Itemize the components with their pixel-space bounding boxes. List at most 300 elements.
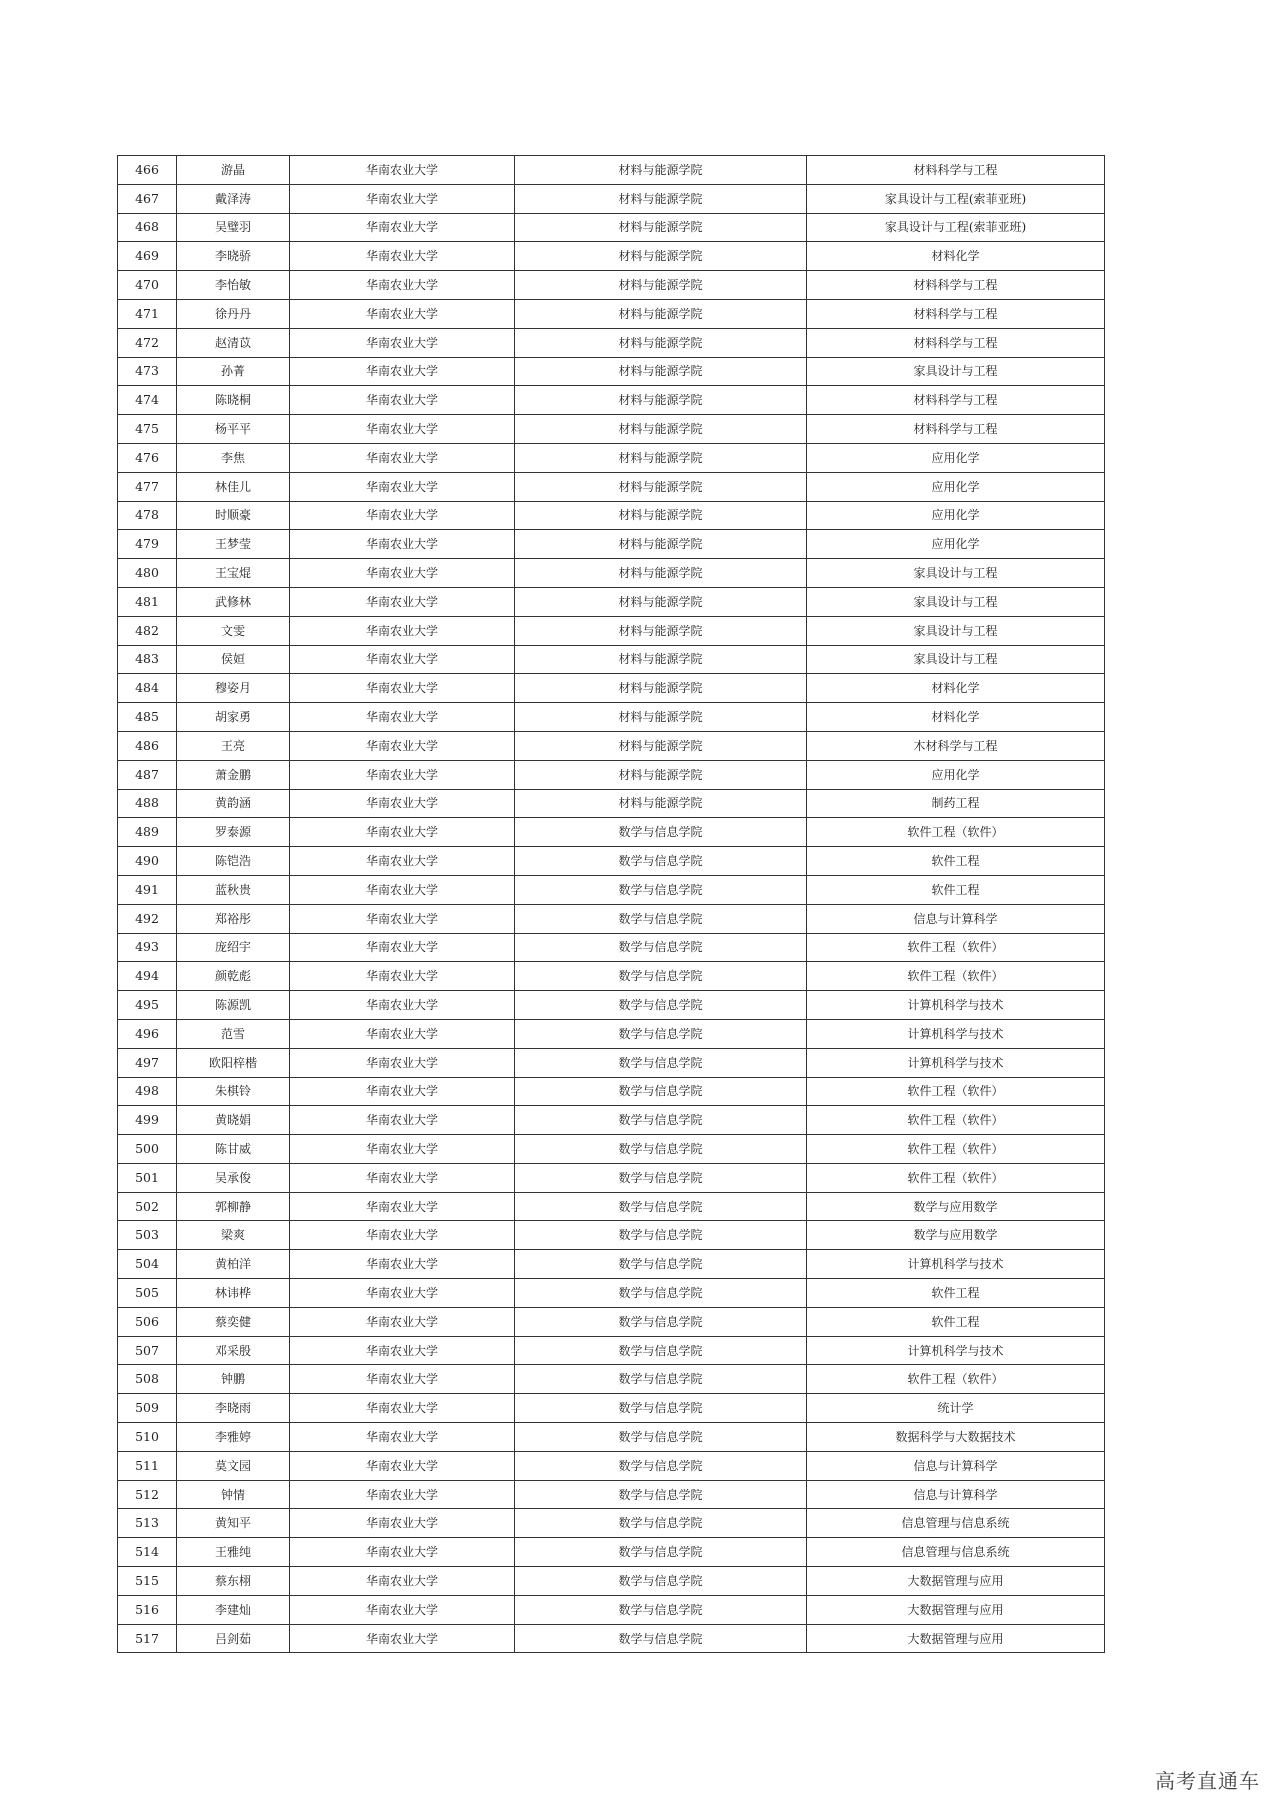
university-cell: 华南农业大学 <box>290 156 515 185</box>
university-cell: 华南农业大学 <box>290 1192 515 1221</box>
table-row <box>118 156 1105 185</box>
name-cell: 吴璧羽 <box>177 213 290 242</box>
name-cell: 梁爽 <box>177 1221 290 1250</box>
major-cell: 家具设计与工程 <box>807 559 1105 588</box>
name-cell: 赵清苡 <box>177 328 290 357</box>
table-row <box>118 1135 1105 1164</box>
name-cell: 黄柏洋 <box>177 1250 290 1279</box>
university-cell: 华南农业大学 <box>290 1451 515 1480</box>
name-cell: 王宝焜 <box>177 559 290 588</box>
table-row <box>118 1394 1105 1423</box>
table-row <box>118 703 1105 732</box>
university-cell: 华南农业大学 <box>290 299 515 328</box>
name-cell: 李晓骄 <box>177 242 290 271</box>
table-row <box>118 1019 1105 1048</box>
college-cell: 数学与信息学院 <box>515 933 807 962</box>
college-cell: 数学与信息学院 <box>515 1019 807 1048</box>
university-cell: 华南农业大学 <box>290 1221 515 1250</box>
row-number-cell: 481 <box>118 587 177 616</box>
name-cell: 时顺豪 <box>177 501 290 530</box>
name-cell: 徐丹丹 <box>177 299 290 328</box>
table-row <box>118 818 1105 847</box>
row-number-cell: 498 <box>118 1077 177 1106</box>
university-cell: 华南农业大学 <box>290 415 515 444</box>
row-number-cell: 477 <box>118 472 177 501</box>
college-cell: 数学与信息学院 <box>515 1048 807 1077</box>
college-cell: 数学与信息学院 <box>515 1423 807 1452</box>
row-number-cell: 475 <box>118 415 177 444</box>
major-cell: 计算机科学与技术 <box>807 991 1105 1020</box>
table-row <box>118 789 1105 818</box>
name-cell: 邓采殷 <box>177 1336 290 1365</box>
college-cell: 数学与信息学院 <box>515 1106 807 1135</box>
name-cell: 游晶 <box>177 156 290 185</box>
table-row <box>118 1163 1105 1192</box>
table-row <box>118 674 1105 703</box>
table-row <box>118 1106 1105 1135</box>
table-row <box>118 933 1105 962</box>
row-number-cell: 493 <box>118 933 177 962</box>
university-cell: 华南农业大学 <box>290 1250 515 1279</box>
university-cell: 华南农业大学 <box>290 847 515 876</box>
major-cell: 材料科学与工程 <box>807 156 1105 185</box>
table-row <box>118 299 1105 328</box>
university-cell: 华南农业大学 <box>290 1163 515 1192</box>
major-cell: 应用化学 <box>807 443 1105 472</box>
name-cell: 孙菁 <box>177 357 290 386</box>
college-cell: 材料与能源学院 <box>515 415 807 444</box>
college-cell: 材料与能源学院 <box>515 587 807 616</box>
college-cell: 数学与信息学院 <box>515 1509 807 1538</box>
college-cell: 数学与信息学院 <box>515 818 807 847</box>
university-cell: 华南农业大学 <box>290 1423 515 1452</box>
table-row <box>118 1624 1105 1653</box>
major-cell: 数学与应用数学 <box>807 1221 1105 1250</box>
university-cell: 华南农业大学 <box>290 703 515 732</box>
university-cell: 华南农业大学 <box>290 184 515 213</box>
name-cell: 李建灿 <box>177 1595 290 1624</box>
university-cell: 华南农业大学 <box>290 904 515 933</box>
college-cell: 数学与信息学院 <box>515 1567 807 1596</box>
row-number-cell: 482 <box>118 616 177 645</box>
college-cell: 材料与能源学院 <box>515 443 807 472</box>
university-cell: 华南农业大学 <box>290 1048 515 1077</box>
college-cell: 材料与能源学院 <box>515 616 807 645</box>
table-row <box>118 559 1105 588</box>
university-cell: 华南农业大学 <box>290 1567 515 1596</box>
university-cell: 华南农业大学 <box>290 731 515 760</box>
college-cell: 材料与能源学院 <box>515 703 807 732</box>
college-cell: 数学与信息学院 <box>515 1538 807 1567</box>
row-number-cell: 492 <box>118 904 177 933</box>
university-cell: 华南农业大学 <box>290 1077 515 1106</box>
university-cell: 华南农业大学 <box>290 587 515 616</box>
college-cell: 材料与能源学院 <box>515 472 807 501</box>
name-cell: 罗泰源 <box>177 818 290 847</box>
major-cell: 材料科学与工程 <box>807 386 1105 415</box>
admission-list-table <box>117 155 1105 1653</box>
name-cell: 陈源凯 <box>177 991 290 1020</box>
college-cell: 材料与能源学院 <box>515 645 807 674</box>
university-cell: 华南农业大学 <box>290 472 515 501</box>
name-cell: 庞绍宇 <box>177 933 290 962</box>
university-cell: 华南农业大学 <box>290 1307 515 1336</box>
college-cell: 材料与能源学院 <box>515 731 807 760</box>
college-cell: 数学与信息学院 <box>515 904 807 933</box>
row-number-cell: 513 <box>118 1509 177 1538</box>
row-number-cell: 503 <box>118 1221 177 1250</box>
college-cell: 材料与能源学院 <box>515 184 807 213</box>
row-number-cell: 494 <box>118 962 177 991</box>
row-number-cell: 466 <box>118 156 177 185</box>
major-cell: 信息管理与信息系统 <box>807 1538 1105 1567</box>
name-cell: 蓝秋贵 <box>177 875 290 904</box>
major-cell: 软件工程 <box>807 847 1105 876</box>
row-number-cell: 495 <box>118 991 177 1020</box>
major-cell: 数据科学与大数据技术 <box>807 1423 1105 1452</box>
college-cell: 材料与能源学院 <box>515 213 807 242</box>
table-row <box>118 1048 1105 1077</box>
college-cell: 数学与信息学院 <box>515 847 807 876</box>
major-cell: 应用化学 <box>807 472 1105 501</box>
college-cell: 数学与信息学院 <box>515 1480 807 1509</box>
major-cell: 计算机科学与技术 <box>807 1019 1105 1048</box>
major-cell: 软件工程（软件） <box>807 1077 1105 1106</box>
major-cell: 制药工程 <box>807 789 1105 818</box>
college-cell: 数学与信息学院 <box>515 1279 807 1308</box>
university-cell: 华南农业大学 <box>290 501 515 530</box>
table-row <box>118 271 1105 300</box>
university-cell: 华南农业大学 <box>290 1595 515 1624</box>
name-cell: 陈甘威 <box>177 1135 290 1164</box>
table-row <box>118 760 1105 789</box>
table-row <box>118 991 1105 1020</box>
row-number-cell: 490 <box>118 847 177 876</box>
name-cell: 陈铠浩 <box>177 847 290 876</box>
name-cell: 王梦莹 <box>177 530 290 559</box>
table-row <box>118 1365 1105 1394</box>
table-row <box>118 731 1105 760</box>
university-cell: 华南农业大学 <box>290 1394 515 1423</box>
name-cell: 胡家勇 <box>177 703 290 732</box>
table-row <box>118 1538 1105 1567</box>
table-body <box>118 156 1105 1653</box>
major-cell: 软件工程（软件） <box>807 1135 1105 1164</box>
row-number-cell: 500 <box>118 1135 177 1164</box>
row-number-cell: 511 <box>118 1451 177 1480</box>
name-cell: 林佳儿 <box>177 472 290 501</box>
name-cell: 吕剑茹 <box>177 1624 290 1653</box>
college-cell: 数学与信息学院 <box>515 991 807 1020</box>
university-cell: 华南农业大学 <box>290 559 515 588</box>
university-cell: 华南农业大学 <box>290 271 515 300</box>
table-row <box>118 328 1105 357</box>
major-cell: 材料科学与工程 <box>807 299 1105 328</box>
university-cell: 华南农业大学 <box>290 242 515 271</box>
row-number-cell: 471 <box>118 299 177 328</box>
row-number-cell: 514 <box>118 1538 177 1567</box>
major-cell: 计算机科学与技术 <box>807 1336 1105 1365</box>
name-cell: 郑裕彤 <box>177 904 290 933</box>
name-cell: 颜乾彪 <box>177 962 290 991</box>
name-cell: 杨平平 <box>177 415 290 444</box>
major-cell: 软件工程（软件） <box>807 1106 1105 1135</box>
major-cell: 材料科学与工程 <box>807 328 1105 357</box>
name-cell: 蔡东栩 <box>177 1567 290 1596</box>
college-cell: 数学与信息学院 <box>515 1451 807 1480</box>
university-cell: 华南农业大学 <box>290 875 515 904</box>
major-cell: 材料科学与工程 <box>807 271 1105 300</box>
name-cell: 黄晓娟 <box>177 1106 290 1135</box>
table-row <box>118 443 1105 472</box>
name-cell: 李怡敏 <box>177 271 290 300</box>
major-cell: 计算机科学与技术 <box>807 1048 1105 1077</box>
table-row <box>118 1307 1105 1336</box>
college-cell: 数学与信息学院 <box>515 1307 807 1336</box>
row-number-cell: 478 <box>118 501 177 530</box>
table-row <box>118 1451 1105 1480</box>
name-cell: 林讳桦 <box>177 1279 290 1308</box>
university-cell: 华南农业大学 <box>290 1135 515 1164</box>
university-cell: 华南农业大学 <box>290 1509 515 1538</box>
row-number-cell: 499 <box>118 1106 177 1135</box>
row-number-cell: 467 <box>118 184 177 213</box>
row-number-cell: 472 <box>118 328 177 357</box>
university-cell: 华南农业大学 <box>290 962 515 991</box>
table-row <box>118 1250 1105 1279</box>
name-cell: 王亮 <box>177 731 290 760</box>
name-cell: 穆姿月 <box>177 674 290 703</box>
university-cell: 华南农业大学 <box>290 530 515 559</box>
university-cell: 华南农业大学 <box>290 386 515 415</box>
university-cell: 华南农业大学 <box>290 933 515 962</box>
major-cell: 材料科学与工程 <box>807 415 1105 444</box>
major-cell: 家具设计与工程(索菲亚班) <box>807 213 1105 242</box>
table-row <box>118 1077 1105 1106</box>
row-number-cell: 483 <box>118 645 177 674</box>
row-number-cell: 501 <box>118 1163 177 1192</box>
row-number-cell: 476 <box>118 443 177 472</box>
name-cell: 王雅纯 <box>177 1538 290 1567</box>
row-number-cell: 506 <box>118 1307 177 1336</box>
college-cell: 数学与信息学院 <box>515 1192 807 1221</box>
row-number-cell: 517 <box>118 1624 177 1653</box>
row-number-cell: 510 <box>118 1423 177 1452</box>
university-cell: 华南农业大学 <box>290 1279 515 1308</box>
name-cell: 钟情 <box>177 1480 290 1509</box>
name-cell: 黄韵涵 <box>177 789 290 818</box>
name-cell: 陈晓桐 <box>177 386 290 415</box>
row-number-cell: 505 <box>118 1279 177 1308</box>
college-cell: 材料与能源学院 <box>515 328 807 357</box>
table-row <box>118 357 1105 386</box>
table-row <box>118 386 1105 415</box>
college-cell: 数学与信息学院 <box>515 1221 807 1250</box>
college-cell: 数学与信息学院 <box>515 1336 807 1365</box>
college-cell: 数学与信息学院 <box>515 1394 807 1423</box>
table-row <box>118 530 1105 559</box>
table-row <box>118 1509 1105 1538</box>
college-cell: 材料与能源学院 <box>515 530 807 559</box>
college-cell: 数学与信息学院 <box>515 1365 807 1394</box>
row-number-cell: 515 <box>118 1567 177 1596</box>
college-cell: 材料与能源学院 <box>515 559 807 588</box>
major-cell: 家具设计与工程 <box>807 645 1105 674</box>
name-cell: 武修林 <box>177 587 290 616</box>
major-cell: 应用化学 <box>807 501 1105 530</box>
table-row <box>118 213 1105 242</box>
major-cell: 软件工程 <box>807 1307 1105 1336</box>
table-row <box>118 904 1105 933</box>
row-number-cell: 469 <box>118 242 177 271</box>
major-cell: 木材科学与工程 <box>807 731 1105 760</box>
university-cell: 华南农业大学 <box>290 760 515 789</box>
table-row <box>118 1567 1105 1596</box>
major-cell: 家具设计与工程(索菲亚班) <box>807 184 1105 213</box>
university-cell: 华南农业大学 <box>290 443 515 472</box>
university-cell: 华南农业大学 <box>290 1538 515 1567</box>
row-number-cell: 489 <box>118 818 177 847</box>
table-row <box>118 1423 1105 1452</box>
major-cell: 计算机科学与技术 <box>807 1250 1105 1279</box>
row-number-cell: 485 <box>118 703 177 732</box>
college-cell: 材料与能源学院 <box>515 357 807 386</box>
table-row <box>118 1192 1105 1221</box>
name-cell: 李晓雨 <box>177 1394 290 1423</box>
college-cell: 数学与信息学院 <box>515 1077 807 1106</box>
row-number-cell: 487 <box>118 760 177 789</box>
major-cell: 大数据管理与应用 <box>807 1624 1105 1653</box>
major-cell: 信息与计算科学 <box>807 904 1105 933</box>
university-cell: 华南农业大学 <box>290 991 515 1020</box>
major-cell: 家具设计与工程 <box>807 357 1105 386</box>
table-row <box>118 184 1105 213</box>
name-cell: 郭柳静 <box>177 1192 290 1221</box>
table-row <box>118 1279 1105 1308</box>
watermark-text: 高考直通车 <box>1155 1769 1260 1793</box>
row-number-cell: 512 <box>118 1480 177 1509</box>
major-cell: 数学与应用数学 <box>807 1192 1105 1221</box>
university-cell: 华南农业大学 <box>290 1336 515 1365</box>
major-cell: 家具设计与工程 <box>807 616 1105 645</box>
row-number-cell: 507 <box>118 1336 177 1365</box>
college-cell: 数学与信息学院 <box>515 1624 807 1653</box>
name-cell: 文雯 <box>177 616 290 645</box>
table-row <box>118 415 1105 444</box>
university-cell: 华南农业大学 <box>290 674 515 703</box>
major-cell: 应用化学 <box>807 530 1105 559</box>
university-cell: 华南农业大学 <box>290 357 515 386</box>
major-cell: 应用化学 <box>807 760 1105 789</box>
table-row <box>118 962 1105 991</box>
college-cell: 数学与信息学院 <box>515 962 807 991</box>
college-cell: 材料与能源学院 <box>515 242 807 271</box>
row-number-cell: 480 <box>118 559 177 588</box>
college-cell: 数学与信息学院 <box>515 1135 807 1164</box>
row-number-cell: 509 <box>118 1394 177 1423</box>
major-cell: 信息与计算科学 <box>807 1480 1105 1509</box>
university-cell: 华南农业大学 <box>290 616 515 645</box>
name-cell: 李焦 <box>177 443 290 472</box>
name-cell: 李雅婷 <box>177 1423 290 1452</box>
major-cell: 信息与计算科学 <box>807 1451 1105 1480</box>
name-cell: 欧阳梓楷 <box>177 1048 290 1077</box>
row-number-cell: 516 <box>118 1595 177 1624</box>
university-cell: 华南农业大学 <box>290 818 515 847</box>
major-cell: 材料化学 <box>807 703 1105 732</box>
name-cell: 蔡奕健 <box>177 1307 290 1336</box>
major-cell: 软件工程（软件） <box>807 933 1105 962</box>
college-cell: 材料与能源学院 <box>515 760 807 789</box>
row-number-cell: 496 <box>118 1019 177 1048</box>
row-number-cell: 470 <box>118 271 177 300</box>
table-row <box>118 1595 1105 1624</box>
college-cell: 材料与能源学院 <box>515 386 807 415</box>
row-number-cell: 504 <box>118 1250 177 1279</box>
table-row <box>118 645 1105 674</box>
row-number-cell: 508 <box>118 1365 177 1394</box>
college-cell: 材料与能源学院 <box>515 299 807 328</box>
university-cell: 华南农业大学 <box>290 1106 515 1135</box>
row-number-cell: 488 <box>118 789 177 818</box>
name-cell: 吴承俊 <box>177 1163 290 1192</box>
name-cell: 朱棋铃 <box>177 1077 290 1106</box>
name-cell: 莫文园 <box>177 1451 290 1480</box>
row-number-cell: 484 <box>118 674 177 703</box>
name-cell: 黄知平 <box>177 1509 290 1538</box>
major-cell: 软件工程（软件） <box>807 1163 1105 1192</box>
row-number-cell: 491 <box>118 875 177 904</box>
name-cell: 钟鹏 <box>177 1365 290 1394</box>
university-cell: 华南农业大学 <box>290 1480 515 1509</box>
college-cell: 材料与能源学院 <box>515 674 807 703</box>
table-row <box>118 1221 1105 1250</box>
table-row <box>118 875 1105 904</box>
major-cell: 信息管理与信息系统 <box>807 1509 1105 1538</box>
university-cell: 华南农业大学 <box>290 1365 515 1394</box>
major-cell: 软件工程 <box>807 1279 1105 1308</box>
college-cell: 数学与信息学院 <box>515 1595 807 1624</box>
name-cell: 范雪 <box>177 1019 290 1048</box>
major-cell: 大数据管理与应用 <box>807 1567 1105 1596</box>
major-cell: 材料化学 <box>807 674 1105 703</box>
college-cell: 材料与能源学院 <box>515 156 807 185</box>
university-cell: 华南农业大学 <box>290 789 515 818</box>
table-row <box>118 1480 1105 1509</box>
college-cell: 材料与能源学院 <box>515 789 807 818</box>
college-cell: 数学与信息学院 <box>515 1250 807 1279</box>
major-cell: 软件工程 <box>807 875 1105 904</box>
row-number-cell: 468 <box>118 213 177 242</box>
major-cell: 大数据管理与应用 <box>807 1595 1105 1624</box>
table-row <box>118 472 1105 501</box>
major-cell: 统计学 <box>807 1394 1105 1423</box>
table-row <box>118 587 1105 616</box>
university-cell: 华南农业大学 <box>290 1624 515 1653</box>
table-row <box>118 1336 1105 1365</box>
college-cell: 数学与信息学院 <box>515 1163 807 1192</box>
table-row <box>118 847 1105 876</box>
table-row <box>118 242 1105 271</box>
name-cell: 戴泽涛 <box>177 184 290 213</box>
university-cell: 华南农业大学 <box>290 645 515 674</box>
name-cell: 侯姮 <box>177 645 290 674</box>
row-number-cell: 473 <box>118 357 177 386</box>
row-number-cell: 502 <box>118 1192 177 1221</box>
major-cell: 软件工程（软件） <box>807 962 1105 991</box>
college-cell: 材料与能源学院 <box>515 501 807 530</box>
major-cell: 家具设计与工程 <box>807 587 1105 616</box>
